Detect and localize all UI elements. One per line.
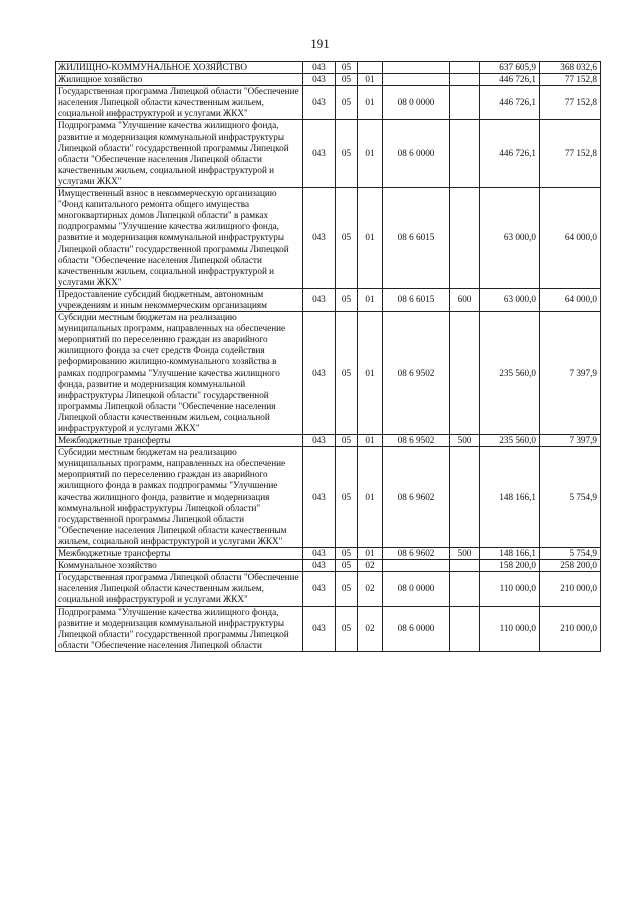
row-subsection-cell: 01 — [358, 86, 383, 120]
row-section-cell: 05 — [336, 62, 358, 74]
row-expense-type-cell: 500 — [450, 548, 480, 560]
row-ved-cell: 043 — [303, 560, 336, 572]
row-amount-2-cell: 210 000,0 — [540, 606, 601, 651]
table-row — [56, 560, 601, 572]
row-ved-cell: 043 — [303, 447, 336, 548]
table-row — [56, 548, 601, 560]
row-expense-type-cell — [450, 86, 480, 120]
row-amount-2-cell: 5 754,9 — [540, 447, 601, 548]
row-section-cell: 05 — [336, 86, 358, 120]
row-section-cell: 05 — [336, 288, 358, 311]
row-expense-type-cell — [450, 560, 480, 572]
row-expense-type-cell — [450, 188, 480, 289]
row-ved-cell: 043 — [303, 188, 336, 289]
row-amount-1-cell: 235 560,0 — [480, 435, 540, 447]
row-expense-type-cell: 500 — [450, 435, 480, 447]
row-section-cell: 05 — [336, 560, 358, 572]
row-name-cell: Подпрограмма "Улучшение качества жилищного фонда, развитие и модернизация коммунальной инфраструктуры Липецкой области" государственной программы Липецкой области "Обеспечение населения Липецкой области качественным жильем, социальной инфраструктурой и услугами ЖКХ" — [56, 120, 303, 188]
row-amount-2-cell: 7 397,9 — [540, 312, 601, 435]
row-amount-2-cell: 258 200,0 — [540, 560, 601, 572]
row-target-article-cell: 08 6 9502 — [383, 312, 450, 435]
row-name-cell: Подпрограмма "Улучшение качества жилищного фонда, развитие и модернизация коммунальной инфраструктуры Липецкой области" государственной программы Липецкой области "Обеспечение населения Липецкой области — [56, 606, 303, 651]
table-row — [56, 74, 601, 86]
table-row — [56, 435, 601, 447]
row-amount-2-cell: 7 397,9 — [540, 435, 601, 447]
row-target-article-cell: 08 6 0000 — [383, 606, 450, 651]
table-row — [56, 312, 601, 435]
row-amount-2-cell: 64 000,0 — [540, 288, 601, 311]
row-name-cell: Коммунальное хозяйство — [56, 560, 303, 572]
row-subsection-cell: 02 — [358, 560, 383, 572]
row-ved-cell: 043 — [303, 288, 336, 311]
row-expense-type-cell — [450, 120, 480, 188]
row-target-article-cell — [383, 62, 450, 74]
row-subsection-cell: 01 — [358, 74, 383, 86]
row-section-cell: 05 — [336, 74, 358, 86]
row-subsection-cell: 02 — [358, 572, 383, 606]
row-ved-cell: 043 — [303, 62, 336, 74]
row-section-cell: 05 — [336, 312, 358, 435]
row-name-cell: Субсидии местным бюджетам на реализацию муниципальных программ, направленных на обеспечение мероприятий по переселению граждан из аварийного жилищного фонда в рамках подпрограммы "Улучшение качества жилищного фонда, развитие и модернизация коммунальной инфраструктуры Липецкой области" государственной программы Липецкой области "Обеспечение населения Липецкой области качественным жильем, социальной инфраструктурой и услугами ЖКХ" — [56, 447, 303, 548]
table-row — [56, 62, 601, 74]
row-target-article-cell: 08 6 9602 — [383, 447, 450, 548]
row-amount-1-cell: 446 726,1 — [480, 74, 540, 86]
row-expense-type-cell — [450, 606, 480, 651]
row-amount-1-cell: 110 000,0 — [480, 572, 540, 606]
row-amount-2-cell: 5 754,9 — [540, 548, 601, 560]
table-row — [56, 288, 601, 311]
row-ved-cell: 043 — [303, 312, 336, 435]
row-amount-1-cell: 148 166,1 — [480, 548, 540, 560]
row-subsection-cell: 02 — [358, 606, 383, 651]
row-subsection-cell: 01 — [358, 447, 383, 548]
row-expense-type-cell — [450, 74, 480, 86]
row-amount-1-cell: 235 560,0 — [480, 312, 540, 435]
row-amount-1-cell: 158 200,0 — [480, 560, 540, 572]
row-expense-type-cell — [450, 62, 480, 74]
row-section-cell: 05 — [336, 435, 358, 447]
page-number: 191 — [310, 36, 330, 51]
row-amount-2-cell: 368 032,6 — [540, 62, 601, 74]
row-target-article-cell: 08 0 0000 — [383, 572, 450, 606]
row-target-article-cell: 08 6 6015 — [383, 288, 450, 311]
row-ved-cell: 043 — [303, 435, 336, 447]
table-row — [56, 606, 601, 651]
row-target-article-cell: 08 6 0000 — [383, 120, 450, 188]
table-row — [56, 572, 601, 606]
row-amount-1-cell: 637 605,9 — [480, 62, 540, 74]
row-ved-cell: 043 — [303, 86, 336, 120]
row-amount-1-cell: 110 000,0 — [480, 606, 540, 651]
table-row — [56, 447, 601, 548]
row-amount-1-cell: 63 000,0 — [480, 188, 540, 289]
budget-table — [55, 61, 601, 652]
row-ved-cell: 043 — [303, 120, 336, 188]
row-name-cell: Государственная программа Липецкой области "Обеспечение населения Липецкой области качественным жильем, социальной инфраструктурой и услугами ЖКХ" — [56, 86, 303, 120]
row-expense-type-cell — [450, 447, 480, 548]
row-name-cell: Субсидии местным бюджетам на реализацию муниципальных программ, направленных на обеспечение мероприятий по переселению граждан из аварийного жилищного фонда за счет средств Фонда содействия реформированию жилищно-коммунального хозяйства в рамках подпрограммы "Улучшение качества жилищного фонда, развитие и модернизация коммунальной инфраструктуры Липецкой области" государственной программы Липецкой области "Обеспечение населения Липецкой области качественным жильем, социальной инфраструктурой и услугами ЖКХ" — [56, 312, 303, 435]
row-target-article-cell: 08 0 0000 — [383, 86, 450, 120]
row-name-cell: Имущественный взнос в некоммерческую организацию "Фонд капитального ремонта общего имущества многоквартирных домов Липецкой области" в рамках подпрограммы "Улучшение качества жилищного фонда, развитие и модернизация коммунальной инфраструктуры Липецкой области" государственной программы Липецкой области "Обеспечение населения Липецкой области качественным жильем, социальной инфраструктурой и услугами ЖКХ" — [56, 188, 303, 289]
row-ved-cell: 043 — [303, 548, 336, 560]
row-expense-type-cell — [450, 572, 480, 606]
row-name-cell: Межбюджетные трансферты — [56, 548, 303, 560]
row-target-article-cell — [383, 560, 450, 572]
row-name-cell: Межбюджетные трансферты — [56, 435, 303, 447]
row-amount-1-cell: 148 166,1 — [480, 447, 540, 548]
row-section-cell: 05 — [336, 120, 358, 188]
row-subsection-cell: 01 — [358, 312, 383, 435]
row-target-article-cell: 08 6 9602 — [383, 548, 450, 560]
row-subsection-cell: 01 — [358, 288, 383, 311]
row-target-article-cell: 08 6 9502 — [383, 435, 450, 447]
row-amount-2-cell: 64 000,0 — [540, 188, 601, 289]
row-section-cell: 05 — [336, 447, 358, 548]
row-amount-1-cell: 63 000,0 — [480, 288, 540, 311]
row-amount-2-cell: 77 152,8 — [540, 74, 601, 86]
row-section-cell: 05 — [336, 188, 358, 289]
row-expense-type-cell — [450, 312, 480, 435]
table-row — [56, 86, 601, 120]
row-section-cell: 05 — [336, 572, 358, 606]
row-amount-2-cell: 210 000,0 — [540, 572, 601, 606]
row-expense-type-cell: 600 — [450, 288, 480, 311]
row-target-article-cell: 08 6 6015 — [383, 188, 450, 289]
row-ved-cell: 043 — [303, 572, 336, 606]
row-amount-2-cell: 77 152,8 — [540, 120, 601, 188]
table-row — [56, 188, 601, 289]
row-ved-cell: 043 — [303, 74, 336, 86]
row-section-cell: 05 — [336, 606, 358, 651]
row-subsection-cell: 01 — [358, 548, 383, 560]
row-target-article-cell — [383, 74, 450, 86]
row-subsection-cell: 01 — [358, 188, 383, 289]
row-name-cell: ЖИЛИЩНО-КОММУНАЛЬНОЕ ХОЗЯЙСТВО — [56, 62, 303, 74]
budget-table-body — [56, 62, 601, 652]
row-subsection-cell — [358, 62, 383, 74]
row-section-cell: 05 — [336, 548, 358, 560]
row-name-cell: Предоставление субсидий бюджетным, автономным учреждениям и иным некоммерческим организациям — [56, 288, 303, 311]
table-row — [56, 120, 601, 188]
row-subsection-cell: 01 — [358, 120, 383, 188]
row-amount-1-cell: 446 726,1 — [480, 120, 540, 188]
row-name-cell: Жилищное хозяйство — [56, 74, 303, 86]
row-subsection-cell: 01 — [358, 435, 383, 447]
row-amount-1-cell: 446 726,1 — [480, 86, 540, 120]
row-amount-2-cell: 77 152,8 — [540, 86, 601, 120]
row-ved-cell: 043 — [303, 606, 336, 651]
row-name-cell: Государственная программа Липецкой области "Обеспечение населения Липецкой области качественным жильем, социальной инфраструктурой и услугами ЖКХ" — [56, 572, 303, 606]
